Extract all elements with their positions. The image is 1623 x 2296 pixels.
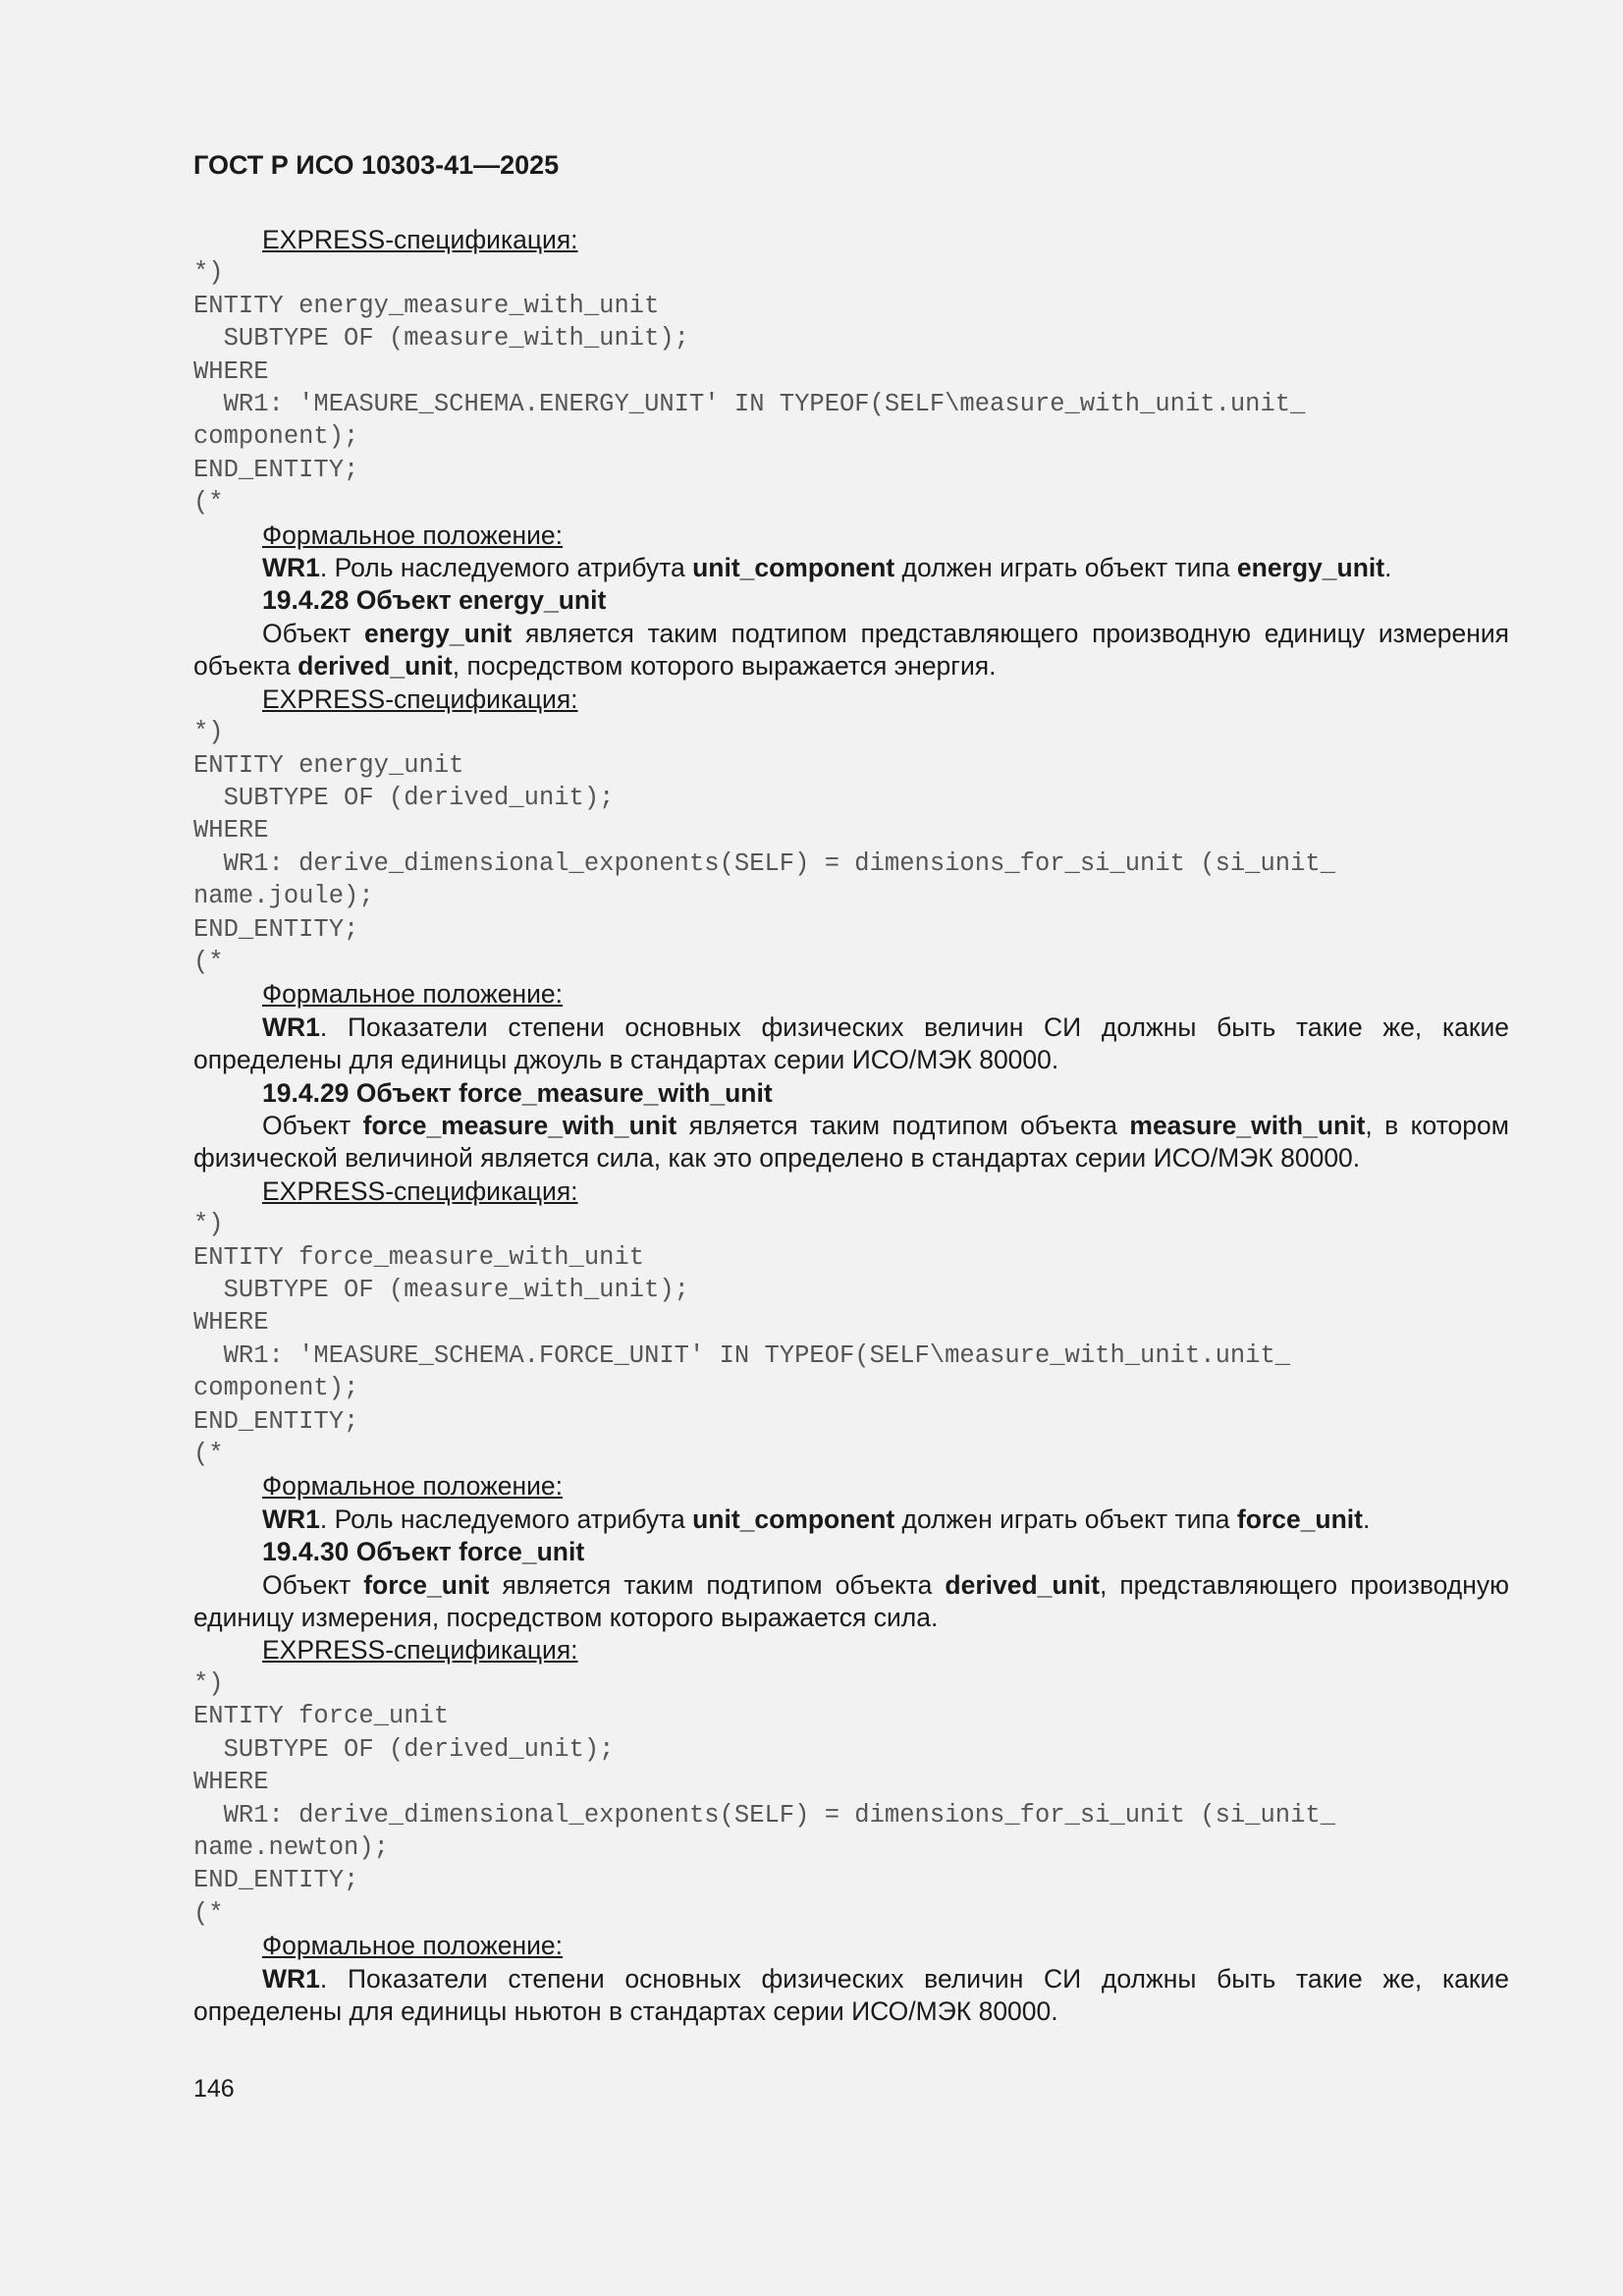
entity-description [193, 1110, 1509, 1175]
formal-rule [193, 552, 1509, 584]
desc-term: force_measure_with_unit [362, 1110, 677, 1140]
desc-text: , представляющего производную единицу измерения, посредством которого выражается сила. [193, 1569, 1510, 1633]
desc-text: Объект [262, 1110, 363, 1140]
section-heading [193, 584, 1509, 617]
rule-term: unit_component [692, 1503, 895, 1534]
rule-text: должен играть объект типа [894, 553, 1237, 583]
rule-term: energy_unit [1236, 553, 1385, 583]
section-heading [193, 1536, 1509, 1568]
desc-text: , в котором физической величиной является сила, как это определено в стандартах серии ИСО/МЭК 80000. [193, 1110, 1509, 1174]
desc-text: является таким подтипом объекта [489, 1569, 946, 1600]
formal-rule [193, 1963, 1509, 2029]
page-number: 146 [193, 2075, 235, 2103]
section-heading [193, 1077, 1509, 1110]
express-spec-label: EXPRESS-спецификация: [262, 225, 578, 254]
express-code-block: *) ENTITY force_unit SUBTYPE OF (derived_unit); WHERE WR1: derive_dimensional_exponents(SELF) = dimensions_for_si_unit (si_unit_ name.newton); END_ENTITY; (* [193, 1668, 1335, 1928]
desc-term: derived_unit [298, 651, 453, 682]
desc-text: является таким подтипом объекта [676, 1110, 1130, 1140]
desc-text: , посредством которого выражается энергия. [452, 651, 997, 682]
rule-text: . [1384, 553, 1392, 583]
section-heading-text: 19.4.28 Объект energy_unit [262, 585, 607, 616]
rule-text: . [1363, 1503, 1371, 1534]
express-spec-label: EXPRESS-спецификация: [262, 1175, 578, 1206]
express-code-block: *) ENTITY energy_unit SUBTYPE OF (derived_unit); WHERE WR1: derive_dimensional_exponents(SELF) = dimensions_for_si_unit (si_unit_ name.joule); END_ENTITY; (* [193, 718, 1335, 976]
formal-provision-label: Формальное положение: [262, 979, 564, 1010]
formal-provision-label: Формальное положение: [262, 1931, 564, 1961]
document-body [193, 224, 1509, 2028]
rule-text: . Показатели степени основных физических величин СИ должны быть такие же, какие определены для единицы ньютон в стандартах серии ИСО/МЭК 80000. [193, 1963, 1509, 2026]
rule-term: force_unit [1236, 1503, 1363, 1534]
entity-description [193, 1569, 1509, 1635]
entity-description [193, 618, 1509, 683]
desc-text: Объект [262, 618, 364, 648]
desc-term: energy_unit [364, 618, 513, 648]
desc-text: является таким подтипом представляющего производную единицу измерения объекта [193, 618, 1509, 682]
section-heading-text: 19.4.30 Объект force_unit [262, 1537, 585, 1567]
express-spec-label: EXPRESS-спецификация: [262, 1635, 578, 1666]
formal-rule [193, 1011, 1509, 1077]
rule-text: . Показатели степени основных физических величин СИ должны быть такие же, какие определены для единицы джоуль в стандартах серии ИСО/МЭК 80000. [193, 1011, 1509, 1075]
desc-term: measure_with_unit [1129, 1110, 1366, 1140]
desc-text: Объект [262, 1569, 364, 1600]
formal-provision-label: Формальное положение: [262, 1471, 564, 1502]
formal-provision-label: Формальное положение: [262, 519, 564, 550]
desc-term: derived_unit [945, 1569, 1100, 1600]
rule-term: unit_component [692, 553, 895, 583]
desc-term: force_unit [363, 1569, 490, 1600]
rule-key: WR1 [262, 1963, 320, 1994]
document-header: ГОСТ Р ИСО 10303-41—2025 [193, 150, 560, 180]
express-code-block: *) ENTITY force_measure_with_unit SUBTYPE OF (measure_with_unit); WHERE WR1: 'MEASURE_SCHEMA.FORCE_UNIT' IN TYPEOF(SELF\measure_with_unit.unit_ component); END_ENTITY; (* [193, 1210, 1291, 1469]
rule-text: . Роль наследуемого атрибута [319, 1503, 693, 1534]
express-code-block: *) ENTITY energy_measure_with_unit SUBTYPE OF (measure_with_unit); WHERE WR1: 'MEASURE_SCHEMA.ENERGY_UNIT' IN TYPEOF(SELF\measure_with_unit.unit_ component); END_ENTITY; (* [193, 258, 1306, 518]
rule-key: WR1 [262, 1011, 320, 1042]
formal-rule [193, 1503, 1509, 1536]
express-spec-label: EXPRESS-спецификация: [262, 683, 578, 714]
section-heading-text: 19.4.29 Объект force_measure_with_unit [262, 1077, 773, 1108]
rule-key: WR1 [262, 553, 320, 583]
rule-text: . Роль наследуемого атрибута [319, 553, 693, 583]
rule-key: WR1 [262, 1503, 320, 1534]
rule-text: должен играть объект типа [894, 1503, 1237, 1534]
